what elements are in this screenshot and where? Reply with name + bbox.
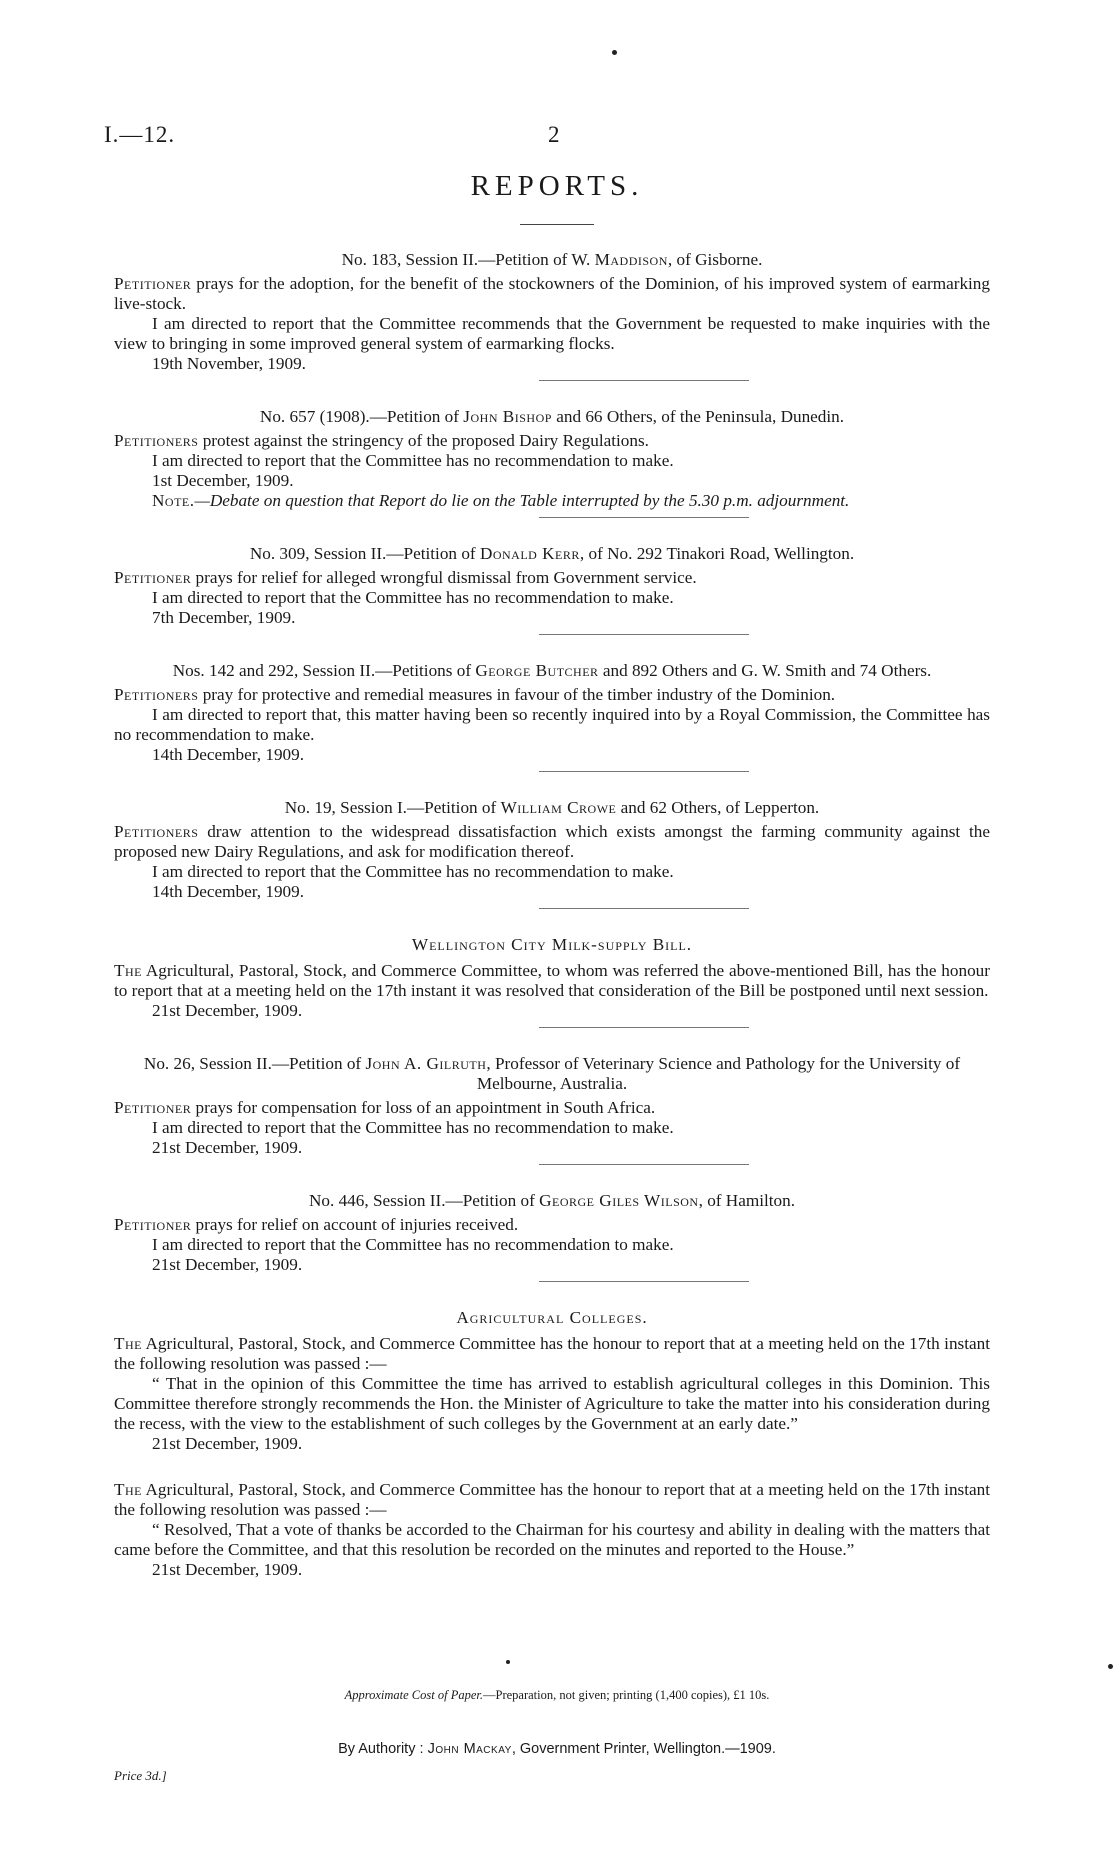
petition-heading: Nos. 142 and 292, Session II.—Petitions of George Butcher and 892 Others and G. W. Smith and 74 Others. bbox=[172, 661, 932, 680]
report-note: Note.—Debate on question that Report do lie on the Table interrupted by the 5.30 p.m. adjournment. bbox=[152, 491, 850, 510]
report-date: 7th December, 1909. bbox=[152, 608, 296, 627]
report-section bbox=[114, 798, 990, 902]
committee-report: I am directed to report that the Committee has no recommendation to make. bbox=[152, 1235, 674, 1254]
report-date: 21st December, 1909. bbox=[152, 1560, 303, 1579]
print-speck bbox=[612, 50, 617, 55]
page-title: REPORTS. bbox=[470, 170, 644, 202]
thanks-body: The Agricultural, Pastoral, Stock, and Commerce Committee has the honour to report that at a meeting held on the 17th instant the following resolution was passed :— bbox=[114, 1480, 990, 1519]
colleges-title: Agricultural Colleges. bbox=[456, 1308, 648, 1327]
section-divider bbox=[539, 1027, 749, 1028]
section-divider bbox=[539, 517, 749, 518]
milk-bill-section bbox=[114, 935, 990, 1021]
colleges-resolution: “ That in the opinion of this Committee the time has arrived to establish agricultural colleges in this Dominion. This Committee therefore strongly recommends the Hon. the Minister of Agriculture to take the matter into his consideration during the recess, with the view to the establishment of such colleges by the Government at an early date.” bbox=[114, 1374, 990, 1433]
title-rule bbox=[520, 224, 594, 225]
thanks-section bbox=[114, 1480, 990, 1580]
report-section bbox=[114, 1191, 990, 1275]
committee-report: I am directed to report that, this matter having been so recently inquired into by a Royal Commission, the Committee has no recommendation to make. bbox=[114, 705, 990, 744]
price-label: Price 3d.] bbox=[114, 1768, 167, 1783]
section-divider bbox=[539, 908, 749, 909]
petition-body: Petitioner prays for compensation for loss of an appointment in South Africa. bbox=[114, 1098, 656, 1117]
report-section bbox=[114, 1054, 990, 1158]
committee-report: I am directed to report that the Committee recommends that the Government be requested to make inquiries with the view to bringing in some improved general system of earmarking flocks. bbox=[114, 314, 990, 353]
colleges-body: The Agricultural, Pastoral, Stock, and Commerce Committee has the honour to report that at a meeting held on the 17th instant the following resolution was passed :— bbox=[114, 1334, 990, 1373]
committee-report: I am directed to report that the Committee has no recommendation to make. bbox=[152, 588, 674, 607]
section-divider bbox=[539, 634, 749, 635]
petition-body: Petitioner prays for the adoption, for the benefit of the stockowners of the Dominion, of his improved system of earmarking live-stock. bbox=[114, 274, 990, 313]
report-date: 21st December, 1909. bbox=[152, 1138, 303, 1157]
petition-heading: No. 26, Session II.—Petition of John A. Gilruth, Professor of Veterinary Science and Pathology for the University of Melbourne, Australia. bbox=[143, 1054, 961, 1093]
report-section bbox=[114, 407, 990, 511]
section-divider bbox=[539, 1281, 749, 1282]
report-section bbox=[114, 544, 990, 628]
section-divider bbox=[539, 771, 749, 772]
printer-imprint: By Authority : John Mackay, Government Printer, Wellington.—1909. bbox=[338, 1741, 776, 1757]
report-date: 1st December, 1909. bbox=[152, 471, 294, 490]
committee-report: I am directed to report that the Committee has no recommendation to make. bbox=[152, 1118, 674, 1137]
reports-content bbox=[114, 250, 990, 1580]
print-speck bbox=[1108, 1664, 1113, 1669]
petition-body: Petitioners draw attention to the widespread dissatisfaction which exists amongst the farming community against the proposed new Dairy Regulations, and ask for modification thereof. bbox=[114, 822, 990, 861]
petition-heading: No. 309, Session II.—Petition of Donald Kerr, of No. 292 Tinakori Road, Wellington. bbox=[249, 544, 855, 563]
petition-heading: No. 19, Session I.—Petition of William Crowe and 62 Others, of Lepperton. bbox=[284, 798, 820, 817]
report-date: 21st December, 1909. bbox=[152, 1001, 303, 1020]
milk-bill-title: Wellington City Milk-supply Bill. bbox=[411, 935, 693, 954]
petition-heading: No. 657 (1908).—Petition of John Bishop and 66 Others, of the Peninsula, Dunedin. bbox=[259, 407, 845, 426]
report-section bbox=[114, 661, 990, 765]
petition-body: Petitioners protest against the stringency of the proposed Dairy Regulations. bbox=[114, 431, 649, 450]
thanks-resolution: “ Resolved, That a vote of thanks be accorded to the Chairman for his courtesy and ability in dealing with the matters that came before the Committee, and that this resolution be recorded on the minutes and reported to the House.” bbox=[114, 1520, 990, 1559]
page-number: 2 bbox=[548, 122, 560, 147]
petition-body: Petitioner prays for relief for alleged wrongful dismissal from Government service. bbox=[114, 568, 697, 587]
petition-heading: No. 183, Session II.—Petition of W. Maddison, of Gisborne. bbox=[341, 250, 763, 269]
petition-body: Petitioner prays for relief on account of injuries received. bbox=[114, 1215, 519, 1234]
print-speck bbox=[506, 1660, 510, 1664]
report-section bbox=[114, 250, 990, 374]
report-date: 21st December, 1909. bbox=[152, 1255, 303, 1274]
cost-of-paper: Approximate Cost of Paper.—Preparation, not given; printing (1,400 copies), £1 10s. bbox=[344, 1688, 770, 1702]
petition-body: Petitioners pray for protective and remedial measures in favour of the timber industry of the Dominion. bbox=[114, 685, 836, 704]
section-divider bbox=[539, 380, 749, 381]
report-date: 21st December, 1909. bbox=[152, 1434, 303, 1453]
colleges-section bbox=[114, 1308, 990, 1454]
report-date: 19th November, 1909. bbox=[152, 354, 306, 373]
section-divider bbox=[539, 1164, 749, 1165]
milk-bill-body: The Agricultural, Pastoral, Stock, and Commerce Committee, to whom was referred the above-mentioned Bill, has the honour to report that at a meeting held on the 17th instant it was resolved that consideration of the Bill be postponed until next session. bbox=[114, 961, 990, 1000]
report-date: 14th December, 1909. bbox=[152, 745, 305, 764]
committee-report: I am directed to report that the Committee has no recommendation to make. bbox=[152, 862, 674, 881]
running-head: I.—12. bbox=[104, 122, 176, 147]
petition-heading: No. 446, Session II.—Petition of George Giles Wilson, of Hamilton. bbox=[308, 1191, 796, 1210]
committee-report: I am directed to report that the Committee has no recommendation to make. bbox=[152, 451, 674, 470]
report-date: 14th December, 1909. bbox=[152, 882, 305, 901]
